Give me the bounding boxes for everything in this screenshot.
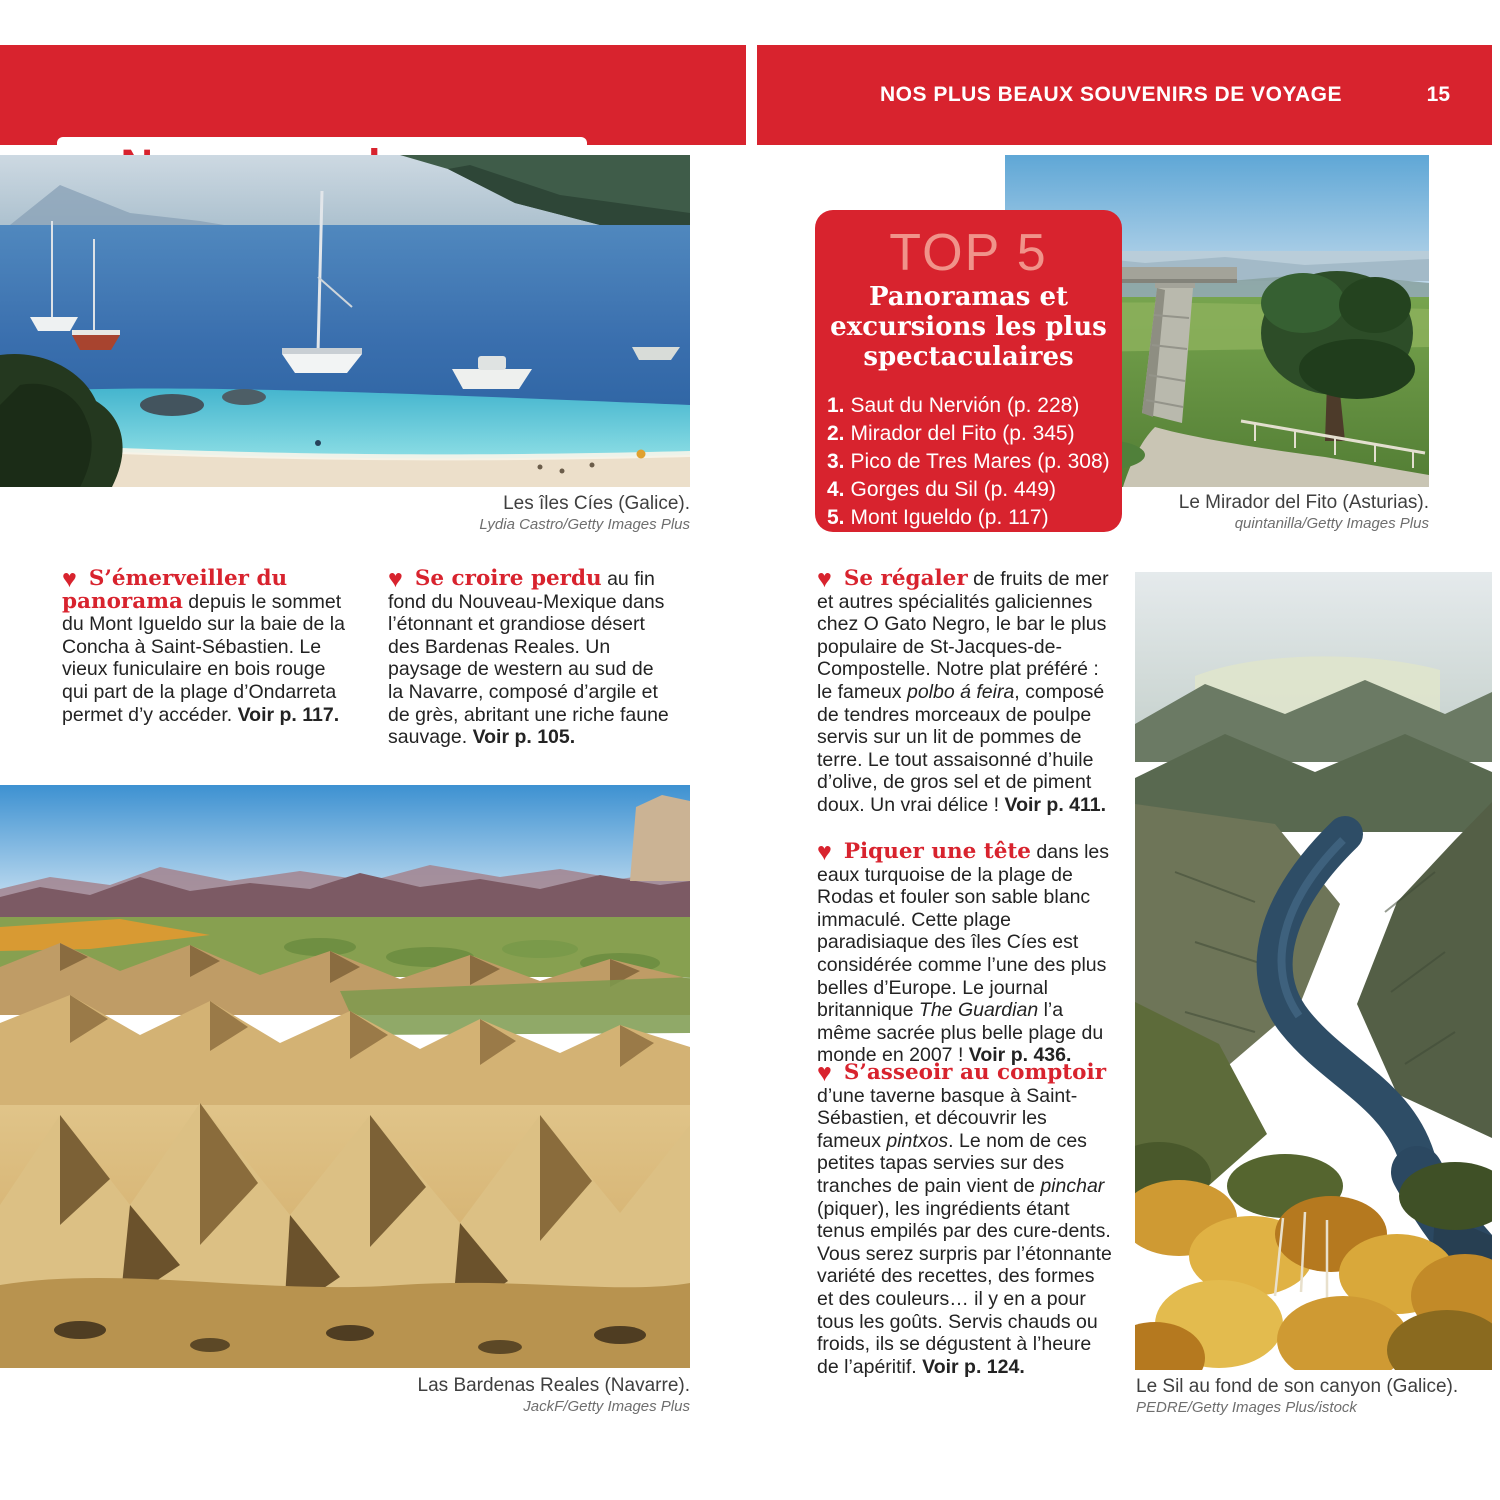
photo-bardenas-reales bbox=[0, 785, 690, 1368]
heart-icon: ♥ bbox=[388, 565, 403, 593]
section-body: d’une taverne basque à Saint-Sébastien, et découvrir les fameux bbox=[817, 1084, 1078, 1152]
section-body: depuis le sommet du Mont Igueldo sur la baie de la Concha à Saint-Sébastien. Le vieux funiculaire en bois rouge qui part de la plage d’Ondarreta permet d’y accéder. bbox=[62, 590, 345, 726]
top5-item: 2. Mirador del Fito (p. 345) bbox=[827, 422, 1075, 445]
see-page-ref: Voir p. 124. bbox=[922, 1355, 1025, 1378]
caption-text: Les îles Cíes (Galice). bbox=[503, 493, 690, 514]
bardenas-illustration bbox=[0, 785, 690, 1368]
photo-credit: JackF/Getty Images Plus bbox=[523, 1398, 690, 1415]
section-heading: S’asseoir au comptoir bbox=[843, 1060, 1107, 1085]
section-body: au fin fond du Nouveau-Mexique dans l’étonnant et grandiose désert des Bardenas Reales. Un paysage de western au sud de la Navarre, composé d’argile et de grès, abritant une riche faune sauvage. bbox=[388, 568, 669, 749]
section-body: de fruits de mer et autres spécialités galiciennes chez O Gato Negro, le bar le plus populaire de St-Jacques-de-Compostelle. Notre plat préféré : le fameux bbox=[817, 568, 1109, 703]
section-body: l’a même sacrée plus belle plage du monde en 2007 ! bbox=[817, 999, 1104, 1067]
caption-bardenas-reales bbox=[290, 1374, 690, 1416]
top5-box bbox=[815, 210, 1122, 532]
photo-credit: Lydia Castro/Getty Images Plus bbox=[479, 516, 690, 533]
page-number: 15 bbox=[1426, 83, 1450, 106]
section-regaler bbox=[817, 565, 1115, 817]
top5-item: 4. Gorges du Sil (p. 449) bbox=[827, 478, 1056, 501]
see-page-ref: Voir p. 411. bbox=[1004, 793, 1107, 816]
section-heading: Piquer une tête bbox=[843, 839, 1031, 864]
heart-icon: ♥ bbox=[817, 1059, 832, 1087]
caption-text: Le Sil au fond de son canyon (Galice). bbox=[1136, 1376, 1459, 1397]
section-piquer bbox=[817, 838, 1115, 1067]
see-page-ref: Voir p. 436. bbox=[968, 1044, 1072, 1067]
section-heading: S’émerveiller du panorama bbox=[62, 566, 288, 614]
canyon-sil-illustration bbox=[1135, 572, 1492, 1370]
see-page-ref: Voir p. 117. bbox=[237, 703, 340, 726]
section-emerveiller bbox=[62, 565, 346, 726]
iles-cies-illustration bbox=[0, 155, 690, 487]
italic-term: polbo á feira bbox=[906, 680, 1015, 703]
caption-text: Le Mirador del Fito (Asturias). bbox=[1178, 492, 1429, 513]
section-comptoir bbox=[817, 1059, 1115, 1378]
red-banner-left bbox=[0, 45, 746, 145]
top5-list bbox=[827, 392, 1110, 532]
section-body: , composé de tendres morceaux de poulpe servis sur un lit de pommes de terre. Le tout assaisonné d’huile d’olive, de gros sel et de piment doux. Un vrai délice ! bbox=[817, 680, 1105, 816]
section-heading: Se croire perdu bbox=[414, 566, 602, 591]
top5-item: 1. Saut du Nervión (p. 228) bbox=[827, 394, 1080, 417]
section-body: . Le nom de ces petites tapas servies sur des tranches de pain vient de bbox=[817, 1129, 1087, 1197]
top5-label: TOP 5 bbox=[889, 224, 1048, 282]
see-page-ref: Voir p. 105. bbox=[472, 726, 576, 749]
top5-item: 5. Mont Igueldo (p. 117) bbox=[827, 506, 1049, 529]
running-head: NOS PLUS BEAUX SOUVENIRS DE VOYAGE bbox=[880, 83, 1342, 106]
italic-term: The Guardian bbox=[918, 999, 1039, 1022]
italic-term: pintxos bbox=[886, 1129, 949, 1152]
section-body: (piquer), les ingrédients étant tenus empilés par des cure-dents. Vous serez surpris par l’étonnante variété des recettes, des formes et des couleurs… il y en a pour tous les goûts. Servis chauds ou froids, ils se dégustent à l’heure de l’apéritif. bbox=[817, 1197, 1112, 1378]
autumn-foliage bbox=[1135, 1142, 1492, 1370]
photo-credit: quintanilla/Getty Images Plus bbox=[1234, 515, 1429, 532]
section-body: dans les eaux turquoise de la plage de Rodas et fouler son sable blanc immaculé. Cette plage paradisiaque des îles Cíes est considérée comme l’une des plus belles d’Europe. Le journal britannique bbox=[817, 841, 1110, 1022]
heart-icon: ♥ bbox=[817, 838, 832, 866]
section-perdu bbox=[388, 565, 670, 749]
red-banner-right bbox=[757, 45, 1492, 145]
section-heading: Se régaler bbox=[843, 566, 968, 591]
photo-canyon-sil bbox=[1135, 572, 1492, 1370]
caption-iles-cies bbox=[290, 492, 690, 534]
caption-canyon-sil bbox=[1136, 1375, 1496, 1417]
top5-title: Panoramas et excursions les plus spectaculaires bbox=[830, 282, 1107, 372]
heart-icon: ♥ bbox=[62, 565, 77, 593]
photo-credit: PEDRE/Getty Images Plus/istock bbox=[1136, 1399, 1357, 1416]
italic-term: pinchar bbox=[1040, 1174, 1105, 1197]
caption-text: Las Bardenas Reales (Navarre). bbox=[417, 1375, 690, 1396]
heart-icon: ♥ bbox=[817, 565, 832, 593]
photo-iles-cies bbox=[0, 155, 690, 487]
top5-item: 3. Pico de Tres Mares (p. 308) bbox=[827, 450, 1110, 473]
